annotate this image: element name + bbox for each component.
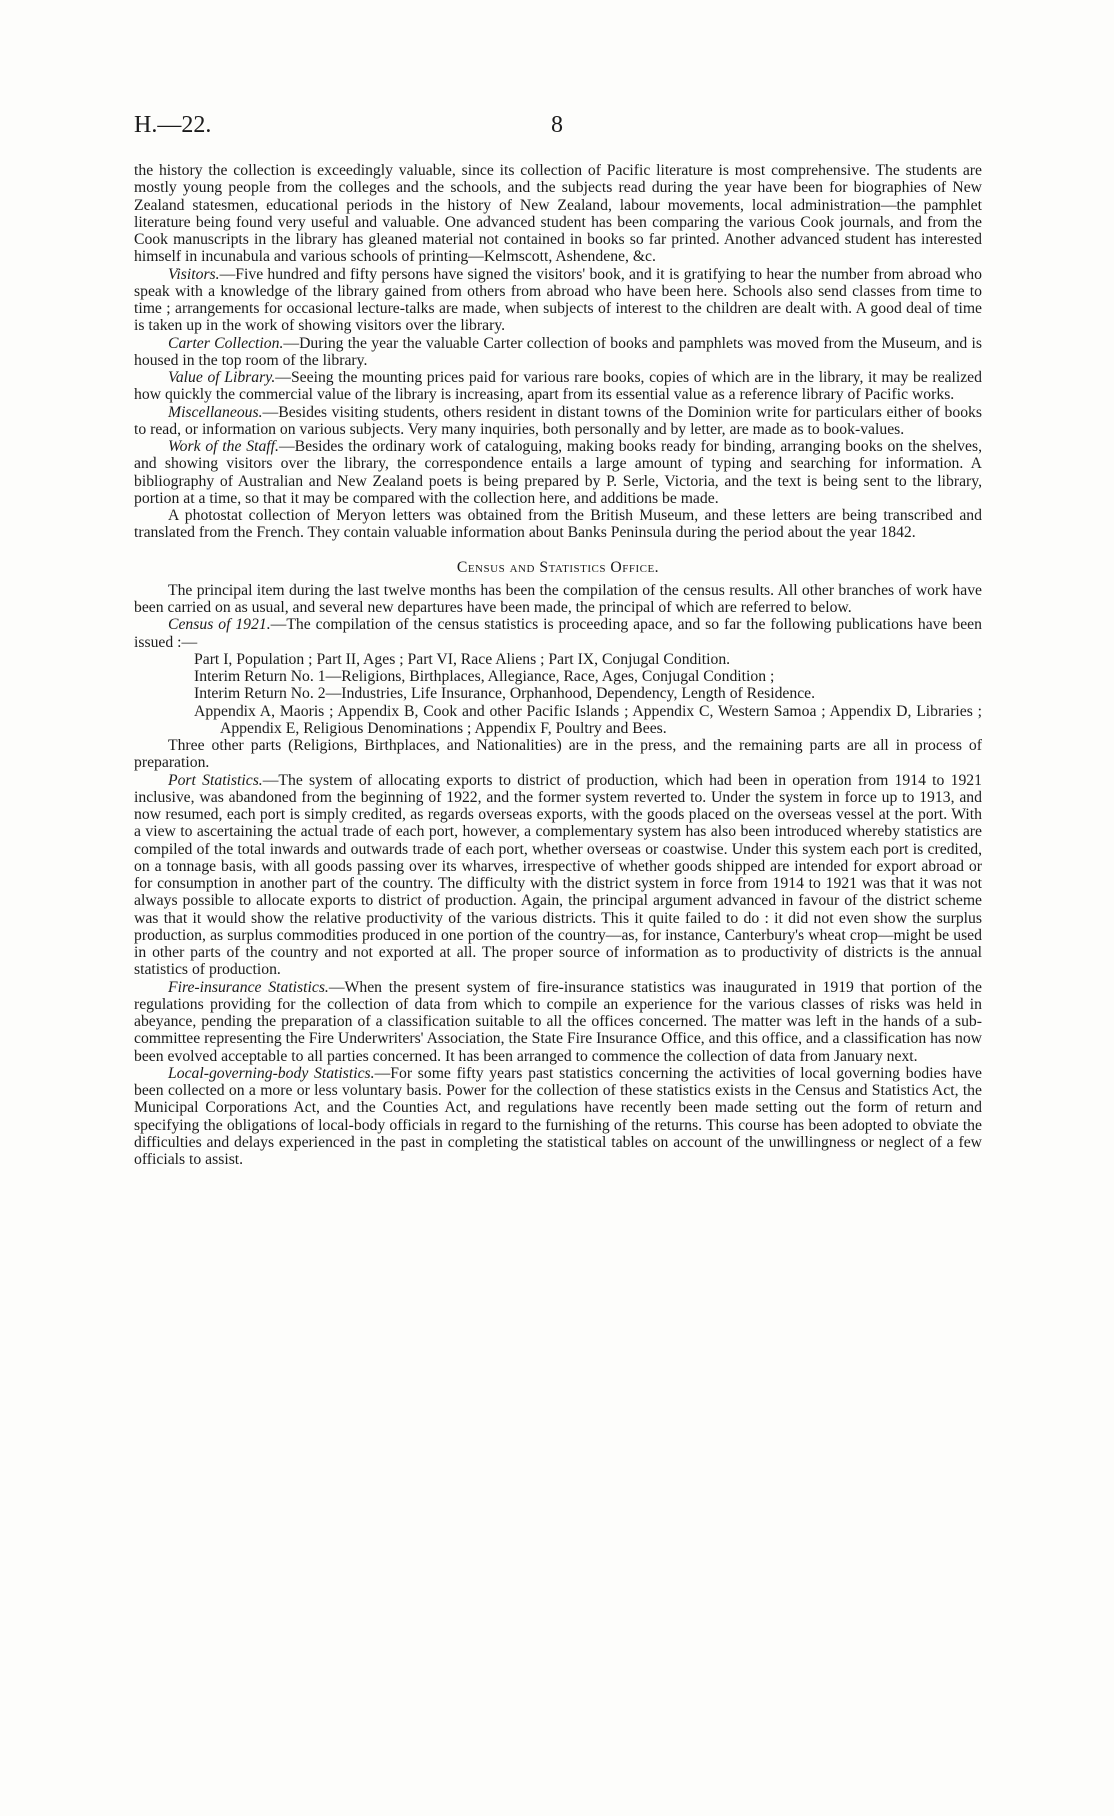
paragraph-text: —When the present system of fire-insurance statistics was inaugurated in 1919 that portion of the regulations providing for the collection of data from which to compile an experience for the various classes of risks was held in abeyance, pending the preparation of a classification suitable to all the offices concerned. The matter was left in the hands of a sub-committee representing the Fire Underwriters' Association, the State Fire Insurance Office, and this office, and a classification has now been evolved acceptable to all parties concerned. It has been arranged to commence the collection of data from January next.: [134, 978, 982, 1065]
paragraph-text: —Besides visiting students, others resident in distant towns of the Dominion write for particulars either of books to read, or information on various subjects. Very many inquiries, both personally and by letter, are made as to book-values.: [134, 403, 982, 438]
paragraph-value-of-library: [134, 369, 982, 404]
page-number: 8: [551, 112, 563, 138]
paragraph-text: —For some fifty years past statistics concerning the activities of local governing bodies have been collected on a more or less voluntary basis. Power for the collection of these statistics exists in the Census and Statistics Act, the Municipal Corporations Act, and the Counties Act, and regulations have recently been made setting out the form of return and specifying the obligations of local-body officials in regard to the furnishing of the returns. This course has been adopted to obviate the difficulties and delays experienced in the past in completing the statistical tables on account of the unwillingness or neglect of a few officials to assist.: [134, 1064, 982, 1168]
publications-list: [134, 651, 982, 737]
paragraph-title: Visitors.: [168, 265, 220, 283]
paragraph-text: —Besides the ordinary work of cataloguing, making books ready for binding, arranging books on the shelves, and showing visitors over the library, the correspondence entails a large amount of typing and searching for information. A bibliography of Australian and New Zealand poets is being prepared by P. Serle, Victoria, and the text is being sent to the library, portion at a time, so that it may be compared with the collection here, and additions be made.: [134, 438, 983, 507]
paragraph-work-of-staff: [134, 438, 982, 507]
page-body: [134, 162, 982, 1168]
paragraph-title: Value of Library.: [168, 369, 276, 386]
paragraph-text: —During the year the valuable Carter collection of books and pamphlets was moved from the Museum, and is housed in the top room of the library.: [134, 334, 982, 369]
page-header: [134, 112, 980, 152]
publication-entry: Appendix A, Maoris ; Appendix B, Cook and other Pacific Islands ; Appendix C, Western Samoa ; Appendix D, Libraries ; Appendix E, Religious Denominations ; Appendix F, Poultry and Bees.: [194, 702, 982, 737]
paragraph-census-1921: [134, 616, 982, 651]
paragraph-library-continued: the history the collection is exceedingly valuable, since its collection of Pacific literature is most comprehensive. The students are mostly young people from the colleges and the schools, and the subjects read during the year have been for biographies of New Zealand statesmen, educational periods in the history of New Zealand, labour movements, local administration—the pamphlet literature being found very useful and valuable. One advanced student has been comparing the various Cook journals, and from the Cook manuscripts in the library has gleaned material not contained in books so far printed. Another advanced student has interested himself in incunabula and various schools of printing—Kelmscott, Ashendene, &c.: [134, 162, 982, 266]
paragraph-miscellaneous: [134, 404, 982, 439]
paragraph-text: —Five hundred and fifty persons have signed the visitors' book, and it is gratifying to hear the number from abroad who speak with a knowledge of the library gained from others from abroad who have been here. Schools also send classes from time to time ; arrangements for occasional lecture-talks are made, when subjects of interest to the children are dealt with. A good deal of time is taken up in the work of showing visitors over the library.: [134, 265, 982, 335]
paragraph-title: Miscellaneous.: [168, 403, 263, 421]
document-code: H.—22.: [134, 112, 212, 138]
paragraph-port-statistics: [134, 772, 982, 979]
paragraph-title: Census of 1921.: [168, 616, 271, 634]
paragraph-fire-insurance: [134, 979, 982, 1065]
paragraph-text: —The compilation of the census statistics is proceeding apace, and so far the following publications have been issued :—: [134, 616, 982, 651]
paragraph-title: Local-governing-body Statistics.: [168, 1064, 375, 1082]
publication-entry: Interim Return No. 2—Industries, Life Insurance, Orphanhood, Dependency, Length of Residence.: [194, 685, 816, 703]
paragraph-title: Port Statistics.: [168, 771, 263, 789]
paragraph-text: —Seeing the mounting prices paid for various rare books, copies of which are in the library, it may be realized how quickly the commercial value of the library is increasing, apart from its essential value as a reference library of Pacific works.: [134, 369, 982, 404]
paragraph-title: Work of the Staff.: [168, 438, 279, 455]
publication-entry: Part I, Population ; Part II, Ages ; Part VI, Race Aliens ; Part IX, Conjugal Condition.: [194, 650, 731, 668]
paragraph-title: Fire-insurance Statistics.: [168, 978, 329, 996]
paragraph-local-governing-body: [134, 1065, 982, 1169]
paragraph-title: Carter Collection.: [168, 334, 284, 352]
publication-entry: Interim Return No. 1—Religions, Birthplaces, Allegiance, Race, Ages, Conjugal Condition ;: [194, 668, 775, 685]
paragraph-other-parts: Three other parts (Religions, Birthplaces, and Nationalities) are in the press, and the remaining parts are all in process of preparation.: [134, 737, 982, 772]
paragraph-visitors: [134, 266, 982, 335]
paragraph-census-intro: The principal item during the last twelve months has been the compilation of the census results. All other branches of work have been carried on as usual, and several new departures have been made, the principal of which are referred to below.: [134, 581, 982, 616]
section-heading-census: Census and Statistics Office.: [456, 558, 660, 576]
paragraph-carter-collection: [134, 335, 982, 370]
paragraph-text: —The system of allocating exports to district of production, which had been in operation from 1914 to 1921 inclusive, was abandoned from the beginning of 1922, and the former system reverted to. Under the system in force up to 1913, and now resumed, each port is simply credited, as regards overseas exports, with the goods placed on the overseas vessel at the port. With a view to ascertaining the actual trade of each port, however, a complementary system has also been introduced whereby statistics are compiled of the total inwards and outwards trade of each port, whether overseas or coastwise. Under this system each port is credited, on a tonnage basis, with all goods passing over its wharves, irrespective of whether goods shipped are intended for export abroad or for consumption in another part of the country. The difficulty with the district system in force from 1914 to 1921 was that it was not always possible to allocate exports to district of production. Again, the principal argument advanced in favour of the district scheme was that it would show the relative productivity of the various districts. This it quite failed to do : it did not even show the surplus production, as surplus commodities produced in one portion of the country—as, for instance, Canterbury's wheat crop—might be used in other parts of the country and not exported at all. The proper source of information as to productivity of districts is the annual statistics of production.: [134, 771, 982, 979]
paragraph-meryon-letters: A photostat collection of Meryon letters was obtained from the British Museum, and these letters are being transcribed and translated from the French. They contain valuable information about Banks Peninsula during the period about the year 1842.: [134, 507, 982, 542]
